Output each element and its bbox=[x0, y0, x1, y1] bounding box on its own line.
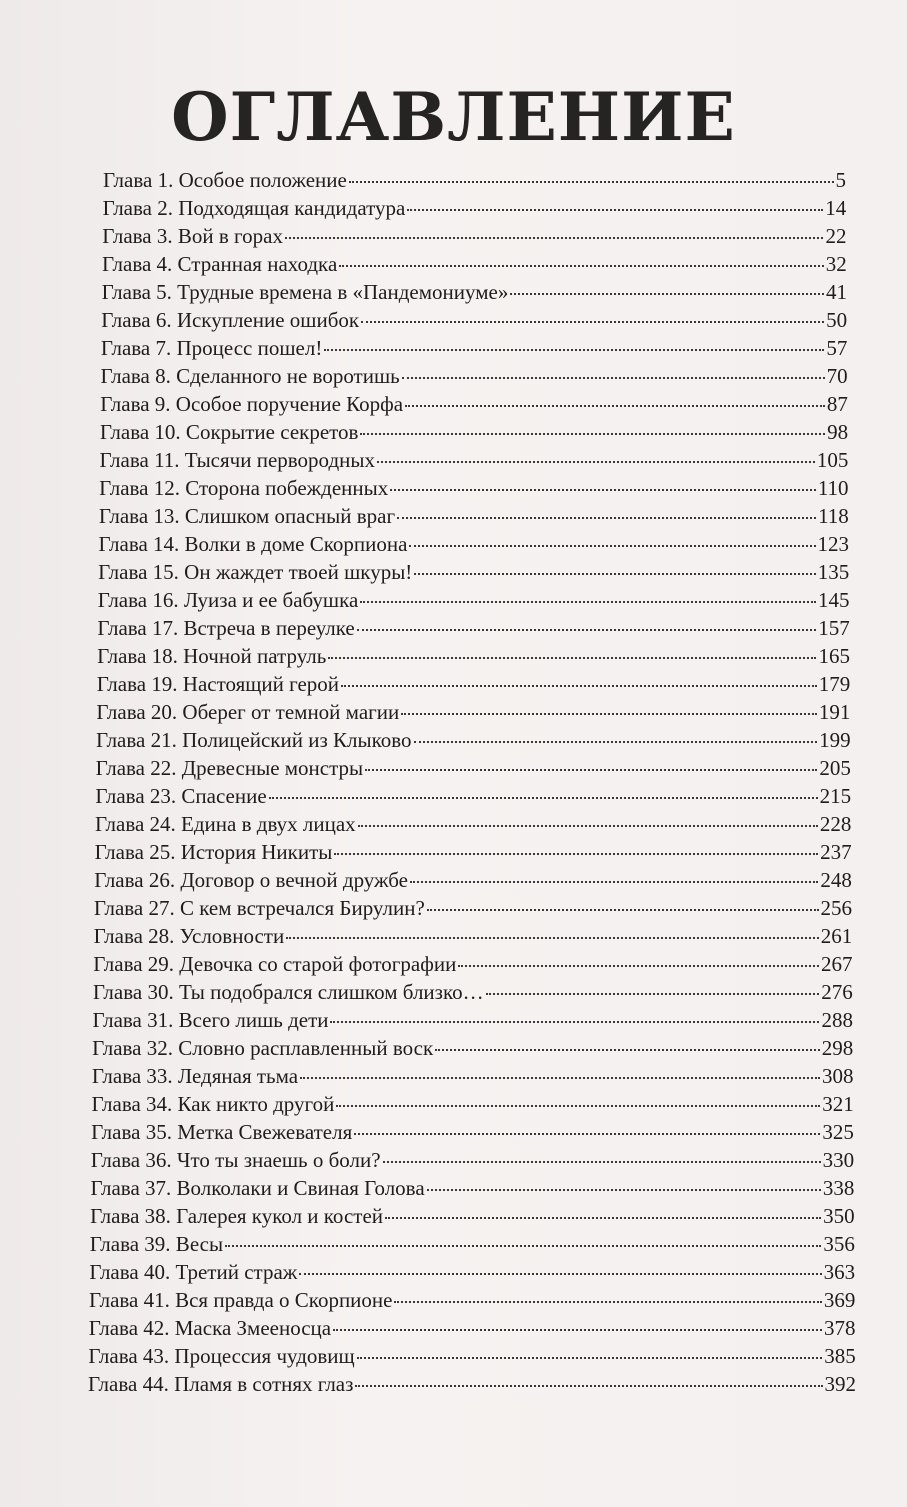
toc-entry bbox=[0, 810, 907, 838]
toc-entry-title: Глава 15. Он жаждет твоей шкуры! bbox=[98, 560, 413, 584]
toc-entry-title: Глава 8. Сделанного не воротишь bbox=[100, 364, 400, 388]
toc-entry-page-number: 256 bbox=[820, 896, 853, 920]
dot-leader bbox=[299, 1272, 821, 1275]
toc-entry-title: Глава 31. Всего лишь дети bbox=[92, 1008, 329, 1032]
toc-entry-page-number: 325 bbox=[822, 1120, 854, 1144]
toc-entry-page-number: 179 bbox=[818, 672, 851, 696]
toc-entry bbox=[0, 726, 907, 754]
toc-entry-title: Глава 20. Оберег от темной магии bbox=[96, 700, 400, 724]
toc-entry-page-number: 5 bbox=[835, 168, 846, 192]
dot-leader bbox=[360, 432, 825, 435]
toc-entry-title: Глава 42. Маска Змееносца bbox=[88, 1316, 332, 1340]
toc-entry-page-number: 338 bbox=[822, 1176, 855, 1200]
dot-leader bbox=[349, 180, 834, 183]
toc-entry-title: Глава 36. Что ты знаешь о боли? bbox=[90, 1148, 381, 1172]
toc-entry-title: Глава 2. Подходящая кандидатура bbox=[102, 196, 406, 220]
toc-entry-page-number: 298 bbox=[821, 1036, 854, 1060]
toc-entry-page-number: 145 bbox=[818, 588, 850, 612]
toc-entry-title: Глава 6. Искупление ошибок bbox=[101, 308, 360, 332]
toc-entry bbox=[0, 1230, 907, 1258]
toc-entry-page-number: 363 bbox=[823, 1260, 856, 1284]
toc-entry-page-number: 135 bbox=[817, 560, 850, 584]
dot-leader bbox=[336, 1104, 820, 1107]
dot-leader bbox=[402, 376, 825, 379]
dot-leader bbox=[328, 656, 816, 659]
toc-entry-title: Глава 4. Странная находка bbox=[101, 252, 338, 276]
toc-entry-title: Глава 37. Волколаки и Свиная Голова bbox=[90, 1176, 425, 1200]
toc-entry-title: Глава 22. Древесные монстры bbox=[95, 756, 364, 780]
toc-entry-page-number: 228 bbox=[819, 812, 852, 836]
toc-entry bbox=[0, 698, 907, 726]
dot-leader bbox=[286, 936, 819, 939]
toc-entry-title: Глава 35. Метка Свежевателя bbox=[91, 1120, 353, 1144]
dot-leader bbox=[397, 516, 816, 519]
toc-entry bbox=[0, 1062, 907, 1090]
toc-entry-page-number: 32 bbox=[825, 252, 847, 276]
toc-entry bbox=[0, 614, 907, 642]
dot-leader bbox=[414, 740, 818, 743]
dot-leader bbox=[358, 824, 818, 827]
toc-entry bbox=[0, 586, 907, 614]
toc-entry-page-number: 261 bbox=[820, 924, 853, 948]
toc-entry bbox=[0, 1370, 907, 1398]
dot-leader bbox=[360, 600, 816, 603]
toc-entry-page-number: 14 bbox=[825, 196, 847, 220]
toc-entry bbox=[0, 306, 907, 334]
toc-entry-page-number: 205 bbox=[819, 756, 851, 780]
dot-leader bbox=[225, 1244, 821, 1247]
toc-entry-page-number: 276 bbox=[821, 980, 853, 1004]
toc-entry-title: Глава 7. Процесс пошел! bbox=[100, 336, 323, 360]
dot-leader bbox=[354, 1132, 820, 1135]
dot-leader bbox=[361, 320, 824, 323]
dot-leader bbox=[405, 404, 825, 407]
dot-leader bbox=[355, 1384, 822, 1387]
dot-leader bbox=[409, 544, 815, 547]
toc-entry-title: Глава 14. Волки в доме Скорпиона bbox=[98, 532, 408, 556]
toc-entry bbox=[0, 502, 907, 530]
toc-entry-title: Глава 30. Ты подобрался слишком близко… bbox=[92, 980, 484, 1004]
toc-entry-title: Глава 13. Слишком опасный враг bbox=[98, 504, 396, 528]
dot-leader bbox=[300, 1076, 820, 1079]
toc-entry-page-number: 118 bbox=[818, 504, 849, 528]
toc-entry bbox=[0, 1090, 907, 1118]
toc-entry-title: Глава 24. Едина в двух лицах bbox=[94, 812, 356, 836]
toc-entry-title: Глава 16. Луиза и ее бабушка bbox=[97, 588, 359, 612]
toc-entry-page-number: 191 bbox=[818, 700, 851, 724]
toc-entry-title: Глава 1. Особое положение bbox=[103, 168, 347, 192]
toc-entry-title: Глава 19. Настоящий герой bbox=[96, 672, 340, 696]
toc-entry bbox=[0, 250, 907, 278]
toc-entry-title: Глава 40. Третий страж bbox=[89, 1260, 298, 1284]
toc-entry-title: Глава 32. Словно расплавленный воск bbox=[92, 1036, 434, 1060]
toc-entry bbox=[0, 474, 907, 502]
toc-entry bbox=[0, 1342, 907, 1370]
toc-entry-title: Глава 43. Процессия чудовищ bbox=[88, 1344, 355, 1368]
toc-entry-title: Глава 28. Условности bbox=[93, 924, 285, 948]
toc-entry bbox=[0, 642, 907, 670]
toc-entry-page-number: 41 bbox=[825, 280, 847, 304]
dot-leader bbox=[407, 208, 823, 211]
toc-entry bbox=[0, 950, 907, 978]
toc-entry bbox=[0, 1286, 907, 1314]
toc-entry-title: Глава 18. Ночной патруль bbox=[97, 644, 327, 668]
dot-leader bbox=[324, 348, 824, 351]
toc-entry bbox=[0, 558, 907, 586]
toc-entry bbox=[0, 782, 907, 810]
dot-leader bbox=[383, 1160, 821, 1163]
dot-leader bbox=[330, 1020, 819, 1023]
toc-entry-page-number: 157 bbox=[818, 616, 850, 640]
dot-leader bbox=[410, 880, 818, 883]
toc-entry-page-number: 392 bbox=[824, 1372, 856, 1396]
dot-leader bbox=[401, 712, 817, 715]
dot-leader bbox=[365, 768, 817, 771]
toc-entry-title: Глава 27. С кем встречался Бирулин? bbox=[93, 896, 425, 920]
dot-leader bbox=[334, 852, 818, 855]
toc-entry-page-number: 385 bbox=[824, 1344, 856, 1368]
toc-entry bbox=[0, 1118, 907, 1146]
toc-entry-page-number: 199 bbox=[819, 728, 851, 752]
table-of-contents bbox=[0, 166, 907, 1398]
toc-entry-page-number: 98 bbox=[827, 420, 849, 444]
toc-entry-title: Глава 3. Вой в горах bbox=[102, 224, 283, 248]
toc-entry-title: Глава 5. Трудные времена в «Пандемониуме» bbox=[101, 280, 509, 304]
toc-entry bbox=[0, 334, 907, 362]
toc-entry-title: Глава 21. Полицейский из Клыково bbox=[96, 728, 412, 752]
toc-entry bbox=[0, 194, 907, 222]
toc-entry-title: Глава 23. Спасение bbox=[95, 784, 267, 808]
toc-entry-title: Глава 41. Вся правда о Скорпионе bbox=[89, 1288, 393, 1312]
toc-entry-page-number: 87 bbox=[826, 392, 848, 416]
toc-entry-page-number: 215 bbox=[819, 784, 852, 808]
toc-entry-title: Глава 38. Галерея кукол и костей bbox=[90, 1204, 384, 1228]
toc-entry-title: Глава 39. Весы bbox=[89, 1232, 224, 1256]
toc-entry-title: Глава 17. Встреча в переулке bbox=[97, 616, 355, 640]
toc-entry-page-number: 50 bbox=[826, 308, 848, 332]
toc-entry-page-number: 22 bbox=[825, 224, 847, 248]
toc-entry bbox=[0, 530, 907, 558]
dot-leader bbox=[427, 1188, 821, 1191]
dot-leader bbox=[435, 1048, 820, 1051]
toc-entry-page-number: 248 bbox=[820, 868, 852, 892]
toc-entry bbox=[0, 278, 907, 306]
toc-entry bbox=[0, 670, 907, 698]
toc-entry bbox=[0, 1034, 907, 1062]
dot-leader bbox=[390, 488, 816, 491]
toc-entry bbox=[0, 866, 907, 894]
toc-entry-page-number: 105 bbox=[816, 448, 849, 472]
toc-entry-page-number: 165 bbox=[818, 644, 850, 668]
toc-entry-title: Глава 10. Сокрытие секретов bbox=[99, 420, 359, 444]
toc-entry bbox=[0, 1258, 907, 1286]
toc-entry-page-number: 350 bbox=[823, 1204, 855, 1228]
toc-entry bbox=[0, 362, 907, 390]
toc-entry-page-number: 330 bbox=[822, 1148, 855, 1172]
toc-entry-page-number: 267 bbox=[821, 952, 853, 976]
dot-leader bbox=[357, 628, 816, 631]
toc-entry-page-number: 308 bbox=[821, 1064, 854, 1088]
dot-leader bbox=[394, 1300, 821, 1303]
toc-entry-title: Глава 26. Договор о вечной дружбе bbox=[94, 868, 408, 892]
toc-entry bbox=[0, 894, 907, 922]
dot-leader bbox=[510, 292, 824, 295]
dot-leader bbox=[333, 1328, 822, 1331]
toc-entry bbox=[0, 1174, 907, 1202]
dot-leader bbox=[414, 572, 815, 575]
toc-entry-page-number: 288 bbox=[821, 1008, 853, 1032]
toc-entry-page-number: 70 bbox=[826, 364, 848, 388]
toc-entry-page-number: 378 bbox=[824, 1316, 856, 1340]
dot-leader bbox=[385, 1216, 821, 1219]
toc-entry-title: Глава 11. Тысячи первородных bbox=[99, 448, 375, 472]
toc-entry-page-number: 237 bbox=[820, 840, 852, 864]
toc-entry bbox=[0, 1146, 907, 1174]
dot-leader bbox=[486, 992, 820, 995]
toc-entry-title: Глава 12. Сторона побежденных bbox=[99, 476, 389, 500]
toc-entry bbox=[0, 1314, 907, 1342]
toc-entry-page-number: 369 bbox=[823, 1288, 856, 1312]
toc-entry bbox=[0, 390, 907, 418]
toc-entry bbox=[0, 418, 907, 446]
toc-entry bbox=[0, 222, 907, 250]
dot-leader bbox=[357, 1356, 823, 1359]
toc-entry-title: Глава 44. Пламя в сотнях глаз bbox=[88, 1372, 354, 1396]
toc-entry bbox=[0, 446, 907, 474]
toc-entry bbox=[0, 978, 907, 1006]
toc-entry bbox=[0, 838, 907, 866]
toc-entry-page-number: 57 bbox=[826, 336, 848, 360]
toc-entry-title: Глава 9. Особое поручение Корфа bbox=[100, 392, 404, 416]
dot-leader bbox=[427, 908, 819, 911]
toc-entry-page-number: 110 bbox=[817, 476, 849, 500]
toc-entry bbox=[0, 922, 907, 950]
dot-leader bbox=[377, 460, 815, 463]
dot-leader bbox=[339, 264, 823, 267]
toc-entry bbox=[0, 1006, 907, 1034]
toc-entry-title: Глава 33. Ледяная тьма bbox=[91, 1064, 299, 1088]
toc-entry bbox=[0, 754, 907, 782]
toc-entry-title: Глава 29. Девочка со старой фотографии bbox=[93, 952, 457, 976]
dot-leader bbox=[285, 236, 824, 239]
dot-leader bbox=[458, 964, 819, 967]
toc-entry-page-number: 321 bbox=[822, 1092, 854, 1116]
toc-entry bbox=[0, 1202, 907, 1230]
toc-entry-title: Глава 25. История Никиты bbox=[94, 840, 333, 864]
toc-entry-title: Глава 34. Как никто другой bbox=[91, 1092, 335, 1116]
dot-leader bbox=[269, 796, 818, 799]
toc-entry-page-number: 123 bbox=[817, 532, 850, 556]
toc-entry-page-number: 356 bbox=[823, 1232, 855, 1256]
page-title: ОГЛАВЛЕНИЕ bbox=[171, 78, 736, 156]
toc-entry bbox=[0, 166, 907, 194]
dot-leader bbox=[341, 684, 817, 687]
